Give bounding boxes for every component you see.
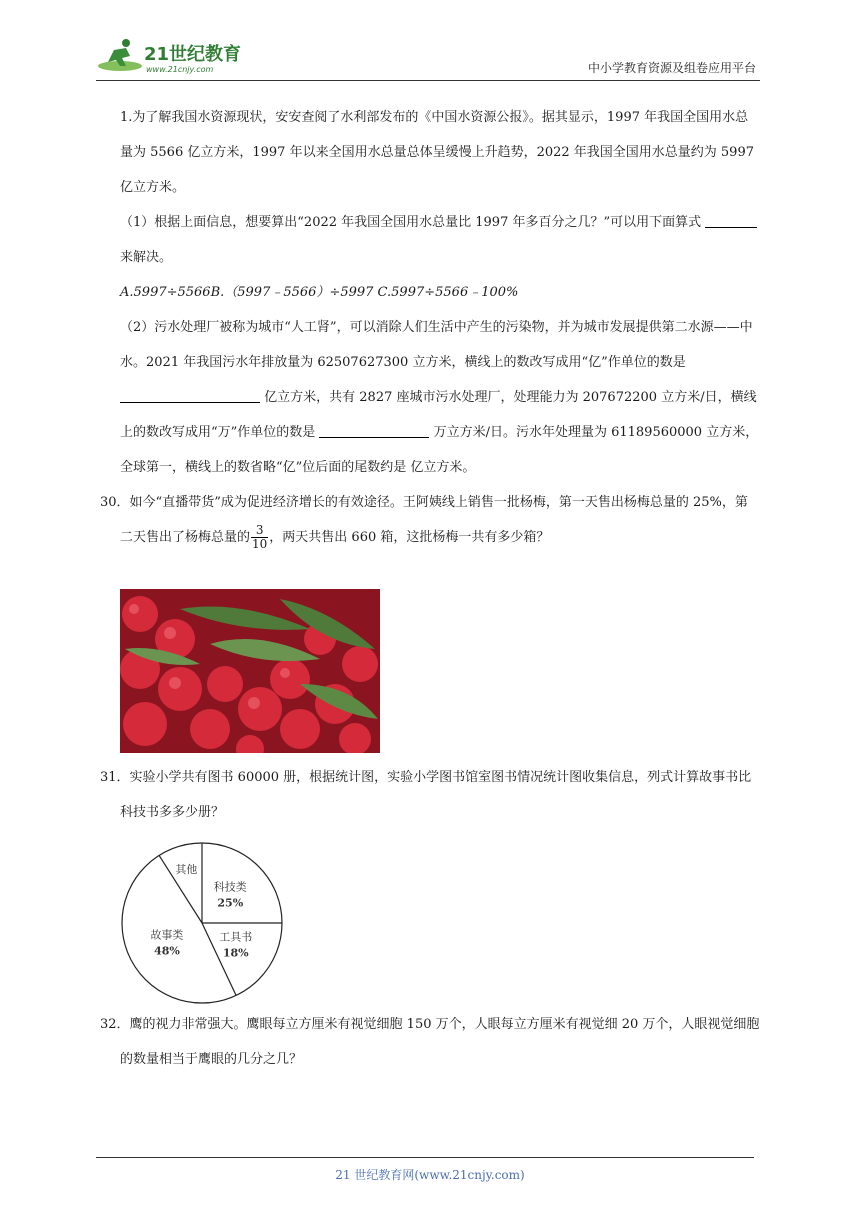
bayberry-photo xyxy=(120,589,380,753)
pie-slice-value: 48% xyxy=(154,944,180,958)
q30-question xyxy=(100,485,760,555)
fraction-3-10: $\frac{3}{10}$ xyxy=(252,523,268,551)
q29-part1-text-a: （1）根据上面信息，想要算出“2022 年我国全国用水总量比 1997 年多百分之几？”可以用下面算式 xyxy=(120,215,702,230)
answer-blank-3[interactable] xyxy=(319,421,429,438)
pie-slice-label: 其他 xyxy=(175,863,198,877)
question-content xyxy=(100,100,760,555)
q29-part1-text-b: 来解决。 xyxy=(120,250,173,265)
footer-divider xyxy=(96,1157,754,1158)
q29-part2-text-b: 亿立方米，共有 2827 座城市污水处理厂，处理能力为 207672200 立方米/日，横线上的数改写成用“万”作单位的数是 xyxy=(120,390,757,440)
q30-text-b: ，两天共售出 660 箱，这批杨梅一共有多少箱？ xyxy=(269,530,550,545)
q31-question: 31．实验小学共有图书 60000 册，根据统计图，实验小学图书馆室图书情况统计图收集信息，列式计算故事书比科技书多多少册？ xyxy=(100,770,752,820)
header-platform-text: 中小学教育资源及组卷应用平台 xyxy=(587,61,756,75)
q29-part2-text-a: （2）污水处理厂被称为城市“人工肾”，可以消除人们生活中产生的污染物，并为城市发展提供第二水源——中水。2021 年我国污水年排放量为 62507627300 立方米，横线上的数改写成用“亿”作单位的数是 xyxy=(120,320,753,370)
q29-part2-text-c: 万立方米/日。污水年处理量为 61189560000 立方米，全球第一，横线上的数省略“亿”位后面的尾数约是 亿立方米。 xyxy=(120,425,759,475)
pie-slice-value: 18% xyxy=(222,946,249,960)
q31-block xyxy=(100,760,760,830)
footer-text: 21 世纪教育网(www.21cnjy.com) xyxy=(335,1168,525,1182)
q32-question: 32．鹰的视力非常强大。鹰眼每立方厘米有视觉细胞 150 万个，人眼每立方厘米有视觉细 20 万个，人眼视觉细胞的数量相当于鹰眼的几分之几？ xyxy=(100,1017,760,1067)
q29-options: A.5997÷5566B.（5997﹣5566）÷5997 C.5997÷5566﹣100% xyxy=(120,285,519,300)
logo-21cnjy xyxy=(96,36,266,76)
q29-part1 xyxy=(120,205,760,275)
pie-slice-label: 故事类 xyxy=(150,928,184,942)
q30-text-a: 30．如今“直播带货”成为促进经济增长的有效途径。王阿姨线上销售一批杨梅，第一天售出杨梅总量的 25%，第二天售出了杨梅总量的 xyxy=(100,495,748,545)
logo-text: 21世纪教育 xyxy=(144,44,242,65)
q32-block xyxy=(100,1007,760,1077)
pie-slice-value: 25% xyxy=(217,896,244,910)
q29-part2 xyxy=(120,310,760,485)
answer-blank-2[interactable] xyxy=(120,386,260,403)
pie-slice-label: 工具书 xyxy=(219,930,253,944)
pie-slice-label: 科技类 xyxy=(213,880,247,894)
q29-intro: 1.为了解我国水资源现状，安安查阅了水利部发布的《中国水资源公报》。据其显示，1997 年我国全国用水总量为 5566 亿立方米，1997 年以来全国用水总量总体呈缓慢上升趋势，2022 年我国全国用水总量约为 5997 亿立方米。 xyxy=(120,110,754,195)
book-category-pie-chart xyxy=(118,842,290,1004)
page-header xyxy=(96,34,760,81)
answer-blank-1[interactable] xyxy=(705,211,757,228)
logo-url: www.21cnjy.com xyxy=(146,65,214,74)
